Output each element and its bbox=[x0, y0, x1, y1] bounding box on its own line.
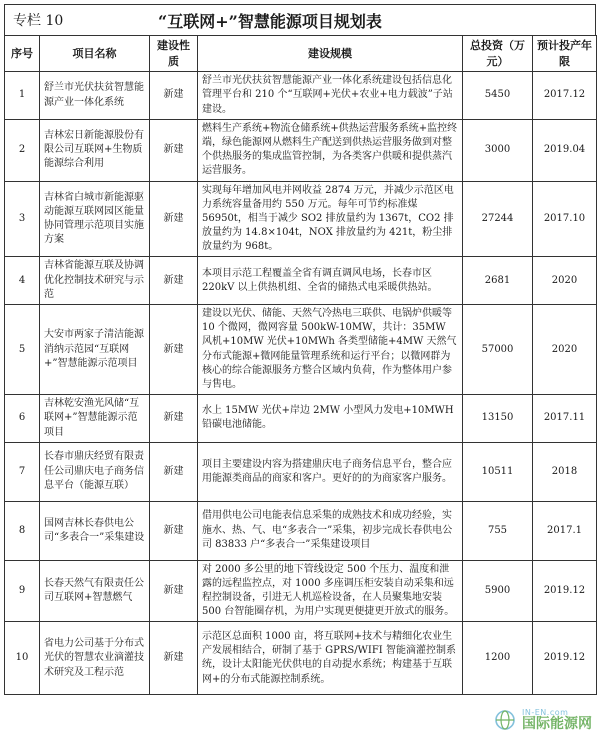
document-page bbox=[4, 4, 596, 734]
cell-name: 舒兰市光伏扶贫智慧能源产业一体化系统 bbox=[40, 72, 150, 120]
table-row bbox=[5, 395, 597, 443]
header-row bbox=[5, 36, 597, 72]
cell-investment: 27244 bbox=[463, 181, 533, 257]
watermark-main: 国际能源网 bbox=[522, 716, 592, 733]
cell-name: 吉林乾安渔光风储“互联网+”智慧能源示范项目 bbox=[40, 395, 150, 443]
project-table bbox=[4, 35, 597, 695]
cell-name: 吉林宏日新能源股份有限公司互联网+生物质能源综合利用 bbox=[40, 119, 150, 181]
cell-no: 7 bbox=[5, 442, 40, 501]
cell-scale: 建设以光伏、储能、天然气冷热电三联供、电锅炉供暖等 10 个微网，微网容量 500kW-10MW，共计：35MW 风机+10MW 光伏+10MWh 各类型储能+4MW 天然气分布式能源+微网能量管理系统和运行平台；以微网群为核心的综合能源服务方整合区域内负荷，作为整体用户参与售电。 bbox=[198, 305, 463, 395]
header-name: 项目名称 bbox=[40, 36, 150, 72]
globe-logo-icon bbox=[491, 709, 519, 731]
cell-scale: 燃料生产系统+物流仓储系统+供热运营服务系统+监控终端，绿色能源网从燃料生产配送到供热运营服务做到对整个供热服务的集成监管控制，为各类客户供暖和提供蒸汽运营服务。 bbox=[198, 119, 463, 181]
table-row bbox=[5, 257, 597, 305]
page-title: “互联网+”智慧能源项目规划表 bbox=[158, 11, 382, 31]
cell-nature: 新建 bbox=[150, 305, 198, 395]
cell-investment: 1200 bbox=[463, 622, 533, 695]
cell-nature: 新建 bbox=[150, 181, 198, 257]
cell-scale: 示范区总面积 1000 亩，将互联网+技术与精细化农业生产发展相结合，研制了基于 GPRS/WIFI 智能滴灌控制系统，设计太阳能光伏供电的自动提水系统；构建基于互联网+的分布式能源控制系统。 bbox=[198, 622, 463, 695]
cell-year: 2019.12 bbox=[533, 622, 597, 695]
cell-year: 2018 bbox=[533, 442, 597, 501]
cell-scale: 舒兰市光伏扶贫智慧能源产业一体化系统建设包括信息化管理平台和 210 个“互联网+光伏+农业+电力载波”子站建设。 bbox=[198, 72, 463, 120]
cell-scale: 项目主要建设内容为搭建鼎庆电子商务信息平台，整合应用能源类商品的商家和客户。更好的的为商家客户服务。 bbox=[198, 442, 463, 501]
cell-name: 吉林省白城市新能源驱动能源互联网园区能量协同管理示范项目实施方案 bbox=[40, 181, 150, 257]
cell-investment: 5900 bbox=[463, 560, 533, 622]
table-row bbox=[5, 119, 597, 181]
cell-year: 2017.12 bbox=[533, 72, 597, 120]
cell-nature: 新建 bbox=[150, 560, 198, 622]
cell-no: 4 bbox=[5, 257, 40, 305]
cell-nature: 新建 bbox=[150, 72, 198, 120]
cell-investment: 5450 bbox=[463, 72, 533, 120]
cell-year: 2017.10 bbox=[533, 181, 597, 257]
cell-no: 9 bbox=[5, 560, 40, 622]
table-row bbox=[5, 181, 597, 257]
cell-investment: 13150 bbox=[463, 395, 533, 443]
table-row bbox=[5, 622, 597, 695]
table-row bbox=[5, 560, 597, 622]
table-row bbox=[5, 305, 597, 395]
table-row bbox=[5, 442, 597, 501]
cell-name: 国网吉林长春供电公司“多表合一”采集建设 bbox=[40, 501, 150, 560]
cell-scale: 实现每年增加风电并网收益 2874 万元，并减少示范区电力系统容量备用约 550 万元。每年可节约标准煤 56950t，相当于减少 SO2 排放量约为 1367t，CO2 排放量约为 14.8×104t，NOX 排放量约为 421t，粉尘排放量约为 968t。 bbox=[198, 181, 463, 257]
cell-nature: 新建 bbox=[150, 395, 198, 443]
header-nature: 建设性质 bbox=[150, 36, 198, 72]
title-bar bbox=[4, 4, 596, 35]
cell-no: 2 bbox=[5, 119, 40, 181]
header-investment: 总投资（万元） bbox=[463, 36, 533, 72]
cell-no: 10 bbox=[5, 622, 40, 695]
cell-investment: 3000 bbox=[463, 119, 533, 181]
cell-nature: 新建 bbox=[150, 119, 198, 181]
cell-investment: 755 bbox=[463, 501, 533, 560]
cell-nature: 新建 bbox=[150, 257, 198, 305]
cell-name: 长春市鼎庆经贸有限责任公司鼎庆电子商务信息平台（能源互联） bbox=[40, 442, 150, 501]
cell-no: 5 bbox=[5, 305, 40, 395]
header-year: 预计投产年限 bbox=[533, 36, 597, 72]
cell-investment: 2681 bbox=[463, 257, 533, 305]
table-row bbox=[5, 72, 597, 120]
cell-scale: 对 2000 多公里的地下管线设定 500 个压力、温度和泄露的远程监控点，对 1000 多座调压柜安装自动采集和远程控制设备，引进无人机巡检设备，在人员聚集地安装 500 台智能圈存机，为用户实现更便捷更开放式的服务。 bbox=[198, 560, 463, 622]
header-scale: 建设规模 bbox=[198, 36, 463, 72]
header-no: 序号 bbox=[5, 36, 40, 72]
cell-name: 省电力公司基于分布式光伏的智慧农业滴灌技术研究及工程示范 bbox=[40, 622, 150, 695]
cell-scale: 水上 15MW 光伏+岸边 2MW 小型风力发电+10MWH 铅碳电池储能。 bbox=[198, 395, 463, 443]
watermark bbox=[491, 709, 592, 732]
cell-investment: 10511 bbox=[463, 442, 533, 501]
cell-no: 3 bbox=[5, 181, 40, 257]
cell-year: 2020 bbox=[533, 257, 597, 305]
cell-nature: 新建 bbox=[150, 442, 198, 501]
cell-scale: 本项目示范工程覆盖全省有调直调风电场，长春市区 220kV 以上供热机组、全省的储热式电采暖供热站。 bbox=[198, 257, 463, 305]
cell-name: 长春天然气有限责任公司互联网+智慧燃气 bbox=[40, 560, 150, 622]
cell-no: 1 bbox=[5, 72, 40, 120]
cell-nature: 新建 bbox=[150, 501, 198, 560]
cell-name: 吉林省能源互联及协调优化控制技术研究与示范 bbox=[40, 257, 150, 305]
cell-year: 2019.04 bbox=[533, 119, 597, 181]
cell-no: 6 bbox=[5, 395, 40, 443]
column-label: 专栏 10 bbox=[13, 13, 64, 29]
cell-name: 大安市两家子清洁能源消纳示范园“互联网+”智慧能源示范项目 bbox=[40, 305, 150, 395]
cell-year: 2017.1 bbox=[533, 501, 597, 560]
cell-year: 2019.12 bbox=[533, 560, 597, 622]
cell-investment: 57000 bbox=[463, 305, 533, 395]
cell-no: 8 bbox=[5, 501, 40, 560]
watermark-sub: IN-EN.com bbox=[522, 707, 569, 717]
cell-year: 2020 bbox=[533, 305, 597, 395]
cell-year: 2017.11 bbox=[533, 395, 597, 443]
cell-scale: 借用供电公司电能表信息采集的成熟技术和成功经验，实施水、热、气、电“多表合一”采集，初步完成长春供电公司 83833 户“多表合一”采集建设项目 bbox=[198, 501, 463, 560]
table-row bbox=[5, 501, 597, 560]
cell-nature: 新建 bbox=[150, 622, 198, 695]
